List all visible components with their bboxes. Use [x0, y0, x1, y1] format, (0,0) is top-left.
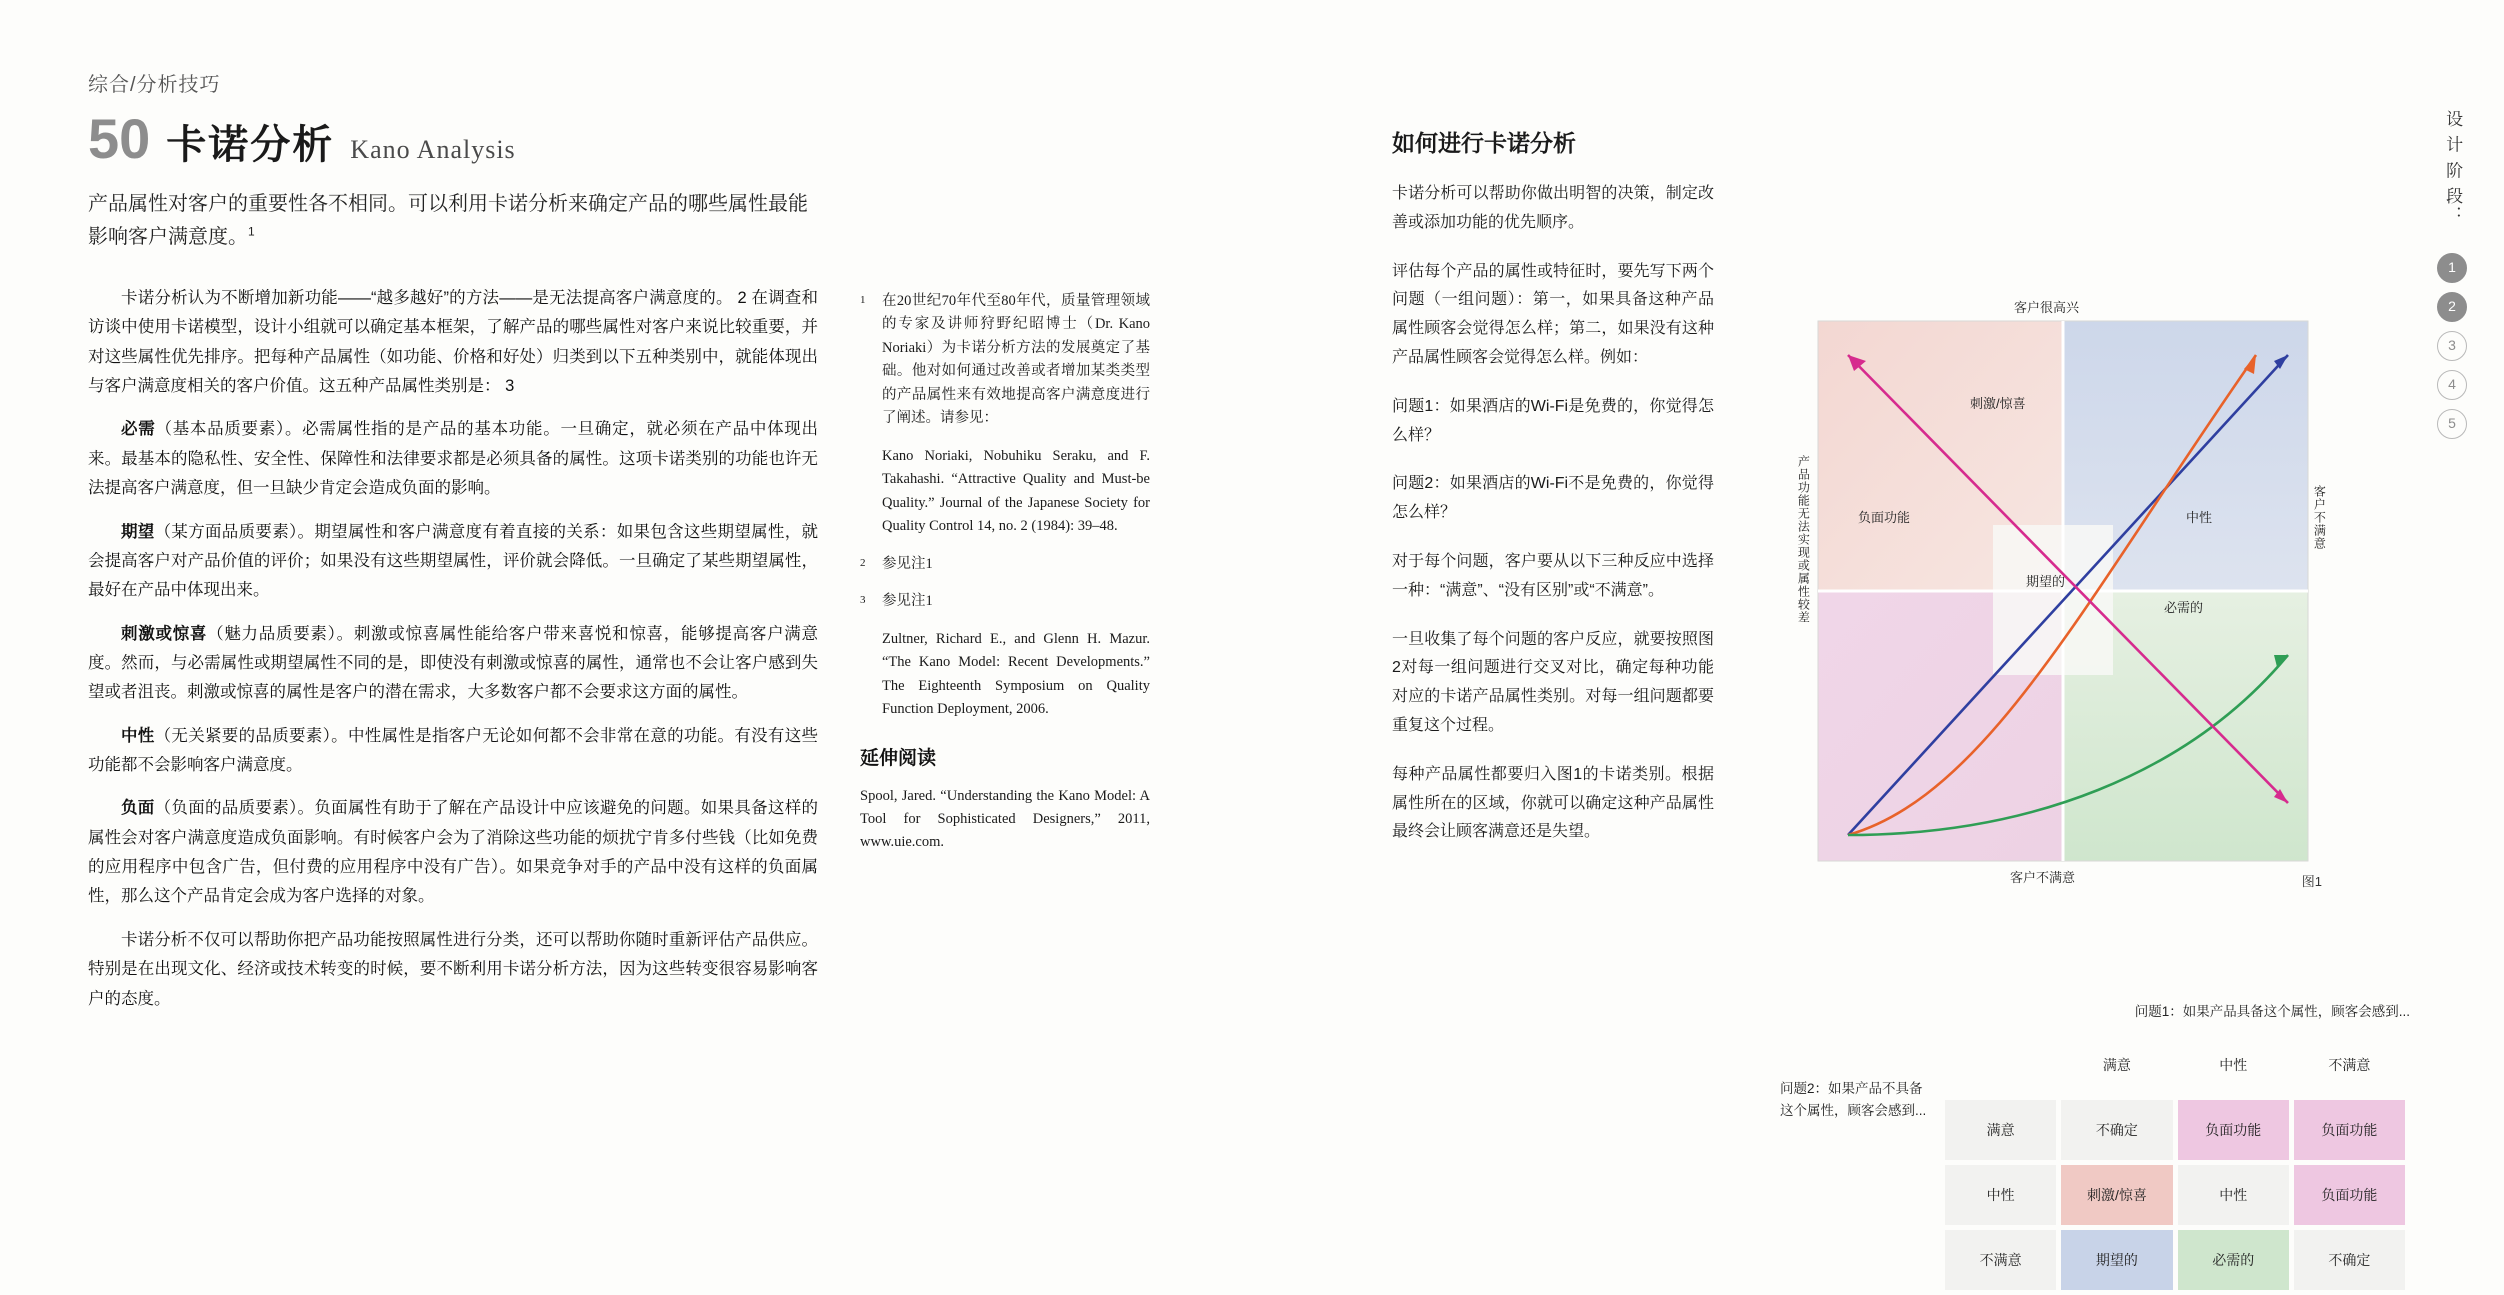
footnote-marker: 1 — [860, 294, 866, 306]
section-kicker: 综合/分析技巧 — [88, 74, 221, 96]
matrix-cell: 中性 — [2178, 1165, 2289, 1225]
how-to-paragraph: 一旦收集了每个问题的客户反应，就要按照图2对每一组问题进行交叉对比，确定每种功能对应的卡诺产品属性类别。对每一组问题都要重复这个过程。 — [1392, 630, 1714, 734]
matrix-table — [1940, 1030, 2410, 1295]
footnote — [860, 590, 1150, 613]
how-to-column — [1392, 125, 1714, 867]
footnote-text: 参见注1 — [882, 555, 933, 572]
further-reading-item — [860, 785, 1150, 855]
matrix-cell: 刺激/惊喜 — [2061, 1165, 2172, 1225]
kano-label-excitement: 刺激/惊喜 — [1970, 396, 2026, 411]
matrix-cell: 不确定 — [2061, 1100, 2172, 1160]
body-paragraph: 中性（无关紧要的品质要素）。中性属性是指客户无论如何都不会非常在意的功能。有没有这些功能都不会影响客户满意度。 — [88, 726, 819, 775]
footnote-text: 参见注1 — [882, 593, 933, 610]
footnote-text: Kano Noriaki, Nobuhiku Seraku, and F. Takahashi. “Attractive Quality and Must-be Quality.” Journal of the Japanese Society for Quality Control 14, no. 2 (1984): 39–48. — [882, 447, 1150, 535]
rail-dot-5[interactable]: 5 — [2437, 409, 2467, 439]
body-paragraph: 卡诺分析不仅可以帮助你把产品功能按照属性进行分类，还可以帮助你随时重新评估产品供应。特别是在出现文化、经济或技术转变的时候，要不断利用卡诺分析方法，因为这些转变很容易影响客户的态度。 — [88, 930, 818, 1008]
footnote — [860, 553, 1150, 576]
page-title-english: Kano Analysis — [350, 135, 516, 164]
how-to-paragraph: 评估每个产品的属性或特征时，要先写下两个问题（一组问题）：第一，如果具备这种产品属性顾客会觉得怎么样；第二，如果没有这种产品属性顾客会觉得怎么样。例如： — [1392, 262, 1714, 366]
kano-label-right-axis: 客户不满意 — [2312, 485, 2327, 550]
matrix-col-header: 不满意 — [2328, 1057, 2371, 1073]
footnote-marker — [860, 628, 874, 722]
page-subtitle — [88, 188, 808, 254]
body-paragraph: 负面（负面的品质要素）。负面属性有助于了解在产品设计中应该避免的问题。如果具备这样的属性会对客户满意度造成负面影响。有时候客户会为了消除这些功能的烦扰宁肯多付些钱（比如免费的应用程序中包含广告，但付费的应用程序中没有广告）。如果竞争对手的产品中没有这样的负面属性，那么这个产品肯定会成为客户选择的对象。 — [88, 799, 819, 906]
article-left-column — [88, 68, 818, 1016]
rail-dot-3[interactable]: 3 — [2437, 331, 2467, 361]
matrix-col-header: 中性 — [2219, 1057, 2248, 1073]
footnote — [860, 445, 1150, 539]
matrix-header-row — [1945, 1035, 2405, 1095]
matrix-cell: 负面功能 — [2294, 1100, 2405, 1160]
matrix-question-left: 问题2：如果产品不具备这个属性，顾客会感到... — [1780, 1081, 1927, 1118]
kano-label-must-be: 必需的 — [2164, 600, 2204, 615]
side-rail — [2432, 110, 2472, 448]
subtitle-text: 产品属性对客户的重要性各不相同。可以利用卡诺分析来确定产品的哪些属性最能影响客户满意度。 — [88, 193, 808, 248]
how-to-paragraph: 问题2：如果酒店的Wi-Fi不是免费的，你觉得怎么样？ — [1392, 475, 1714, 522]
rail-dot-2[interactable]: 2 — [2437, 292, 2467, 322]
body-text — [88, 284, 818, 1014]
side-rail-label: 设 计 阶 段： — [2443, 110, 2463, 226]
rail-dot-4[interactable]: 4 — [2437, 370, 2467, 400]
further-reading-title: 延伸阅读 — [860, 747, 937, 769]
chapter-number: 50 — [88, 107, 151, 170]
body-paragraph: 刺激或惊喜（魅力品质要素）。刺激或惊喜属性能给客户带来喜悦和惊喜，能够提高客户满意度。然而，与必需属性或期望属性不同的是，即使没有刺激或惊喜的属性，通常也不会让客户感到失望或者沮丧。刺激或惊喜的属性是客户的潜在需求，大多数客户都不会要求这方面的属性。 — [88, 624, 818, 702]
how-to-paragraph: 问题1：如果酒店的Wi-Fi是免费的，你觉得怎么样？ — [1392, 397, 1714, 444]
footnote-marker: 3 — [860, 594, 866, 607]
footnote — [860, 628, 1150, 722]
footnote-text: Zultner, Richard E., and Glenn H. Mazur. “The Kano Model: Recent Developments.” The Eighteenth Symposium on Quality Function Deployment, 2006. — [882, 630, 1150, 718]
title-row — [88, 107, 818, 170]
matrix-row-header: 不满意 — [1945, 1230, 2056, 1290]
matrix-row-header: 满意 — [1945, 1100, 2056, 1160]
footnote — [860, 290, 1150, 431]
matrix-cell: 负面功能 — [2294, 1165, 2405, 1225]
rail-dot-1[interactable]: 1 — [2437, 253, 2467, 283]
body-paragraph: 期望（某方面品质要素）。期望属性和客户满意度有着直接的关系：如果包含这些期望属性，就会提高客户对产品价值的评价；如果没有这些期望属性，评价就会降低。一旦确定了某些期望属性，最好在产品中体现出来。 — [88, 522, 819, 600]
kano-label-top: 客户很高兴 — [2014, 300, 2080, 315]
matrix-corner-cell — [1945, 1035, 2056, 1095]
matrix-cell: 不确定 — [2294, 1230, 2405, 1290]
matrix-cell: 负面功能 — [2178, 1100, 2289, 1160]
kano-diagram — [1788, 295, 2328, 925]
how-to-title: 如何进行卡诺分析 — [1392, 130, 1576, 156]
kano-label-left-axis: 产品功能无法实现或属性较差 — [1796, 455, 1811, 624]
how-to-paragraph: 卡诺分析可以帮助你做出明智的决策，制定改善或添加功能的优先顺序。 — [1392, 185, 1714, 231]
footnote-marker — [860, 445, 874, 539]
page-title: 卡诺分析 — [166, 123, 335, 167]
how-to-paragraph: 每种产品属性都要归入图1的卡诺类别。根据属性所在的区域，你就可以确定这种产品属性最终会让顾客满意还是失望。 — [1392, 765, 1714, 841]
further-reading-text: Spool, Jared. “Understanding the Kano Model: A Tool for Sophisticated Designers,” 2011, www.uie.com. — [860, 787, 1150, 851]
body-paragraph: 必需（基本品质要素）。必需属性指的是产品的基本功能。一旦确定，就必须在产品中体现出来。最基本的隐私性、安全性、保障性和法律要求都是必须具备的属性。这项卡诺类别的功能也许无法提高客户满意度，但一旦缺少肯定会造成负面的影响。 — [88, 420, 818, 498]
matrix-question-top: 问题1：如果产品具备这个属性，顾客会感到... — [2134, 1004, 2410, 1019]
matrix-cell: 必需的 — [2178, 1230, 2289, 1290]
footnote-marker: 2 — [860, 556, 866, 569]
kano-label-neutral: 中性 — [2186, 510, 2213, 525]
kano-graphic — [1788, 295, 2328, 895]
matrix-cell: 期望的 — [2061, 1230, 2172, 1290]
matrix-row — [1945, 1100, 2405, 1160]
body-paragraph: 卡诺分析认为不断增加新功能——“越多越好”的方法——是无法提高客户满意度的。 2 在调查和访谈中使用卡诺模型，设计小组就可以确定基本框架，了解产品的哪些属性对客户来说比较重要，并对这些属性优先排序。把每种产品属性（如功能、价格和好处）归类到以下五种类别中，就能体现出与客户满意度相关的客户价值。这五种产品属性类别是： 3 — [88, 289, 818, 396]
footnote-text: 在20世纪70年代至80年代，质量管理领域的专家及讲师狩野纪昭博士（Dr. Kano Noriaki）为卡诺分析方法的发展奠定了基础。他对如何通过改善或者增加某类类型的产品属性来有效地提高客户满意度进行了阐述。请参见： — [882, 293, 1150, 427]
how-to-paragraph: 对于每个问题，客户要从以下三种反应中选择一种：“满意”、“没有区别”或“不满意”。 — [1392, 552, 1714, 599]
kano-label-expected: 期望的 — [2026, 574, 2066, 589]
kano-label-negative: 负面功能 — [1858, 510, 1911, 525]
footnotes-column — [860, 290, 1150, 869]
figure-caption: 图1 — [2301, 874, 2322, 889]
matrix-row — [1945, 1165, 2405, 1225]
kano-label-bottom: 客户不满意 — [2010, 870, 2076, 885]
matrix-row — [1945, 1230, 2405, 1290]
subtitle-footnote-marker: 1 — [248, 224, 255, 239]
matrix-row-header: 中性 — [1945, 1165, 2056, 1225]
matrix-col-header: 满意 — [2102, 1057, 2131, 1073]
